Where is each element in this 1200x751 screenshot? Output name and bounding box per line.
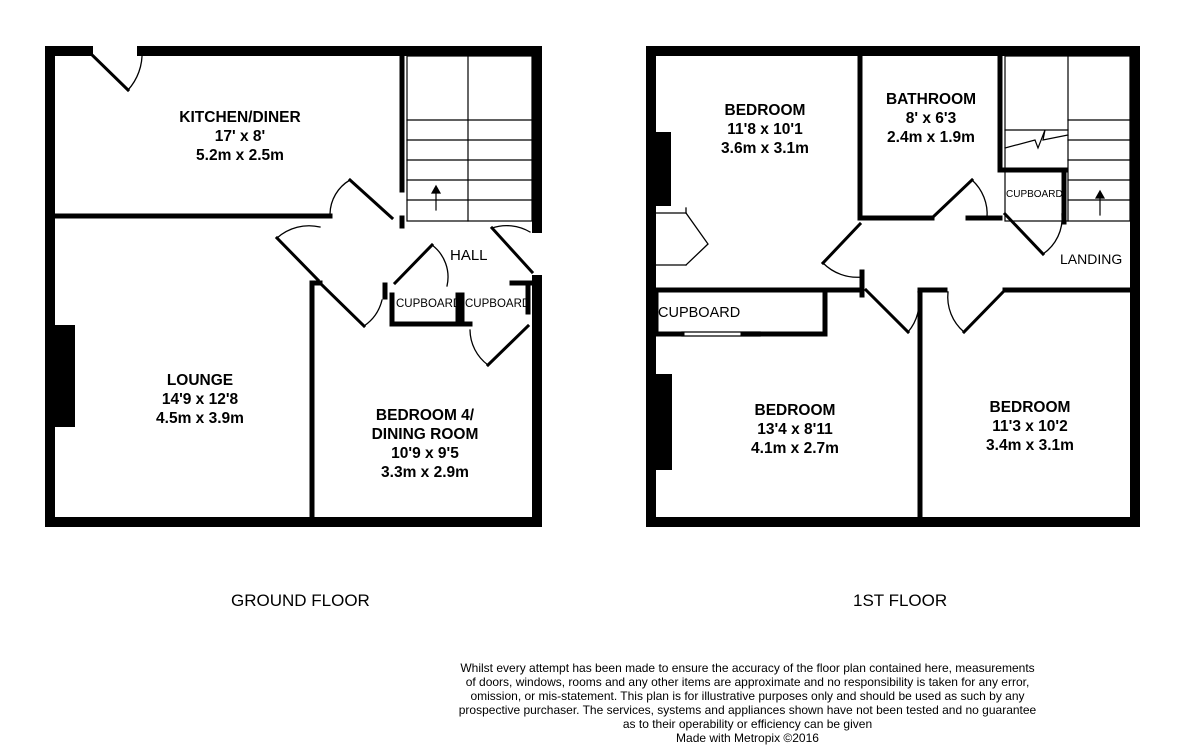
bedroom-4-metric: 3.3m x 2.9m — [381, 464, 469, 481]
disclaimer-line: as to their operability or efficiency can be given — [622, 717, 873, 731]
cupboard-label: CUPBOARD — [1006, 189, 1063, 200]
bedroom-name: BEDROOM — [989, 399, 1071, 416]
kitchen-diner-metric: 5.2m x 2.5m — [196, 147, 284, 164]
lounge-label — [120, 371, 280, 428]
bathroom-imperial: 8' x 6'3 — [905, 110, 957, 127]
lounge-imperial: 14'9 x 12'8 — [161, 391, 239, 408]
ground-floor-title: GROUND FLOOR — [231, 591, 370, 610]
bedroom-label — [720, 401, 870, 458]
hall-label: HALL — [450, 247, 488, 264]
disclaimer-line: of doors, windows, rooms and any other items are approximate and no responsibility is taken for any error, — [465, 675, 1030, 689]
disclaimer-line: prospective purchaser. The services, systems and appliances shown have not been tested and no guarantee — [458, 703, 1037, 717]
second-bedroom-chimney-breast — [656, 374, 672, 470]
landing-label: LANDING — [1060, 251, 1123, 267]
cupboard-label: CUPBOARD — [658, 305, 741, 321]
dining-room-name: DINING ROOM — [371, 426, 479, 443]
bedroom-imperial: 11'8 x 10'1 — [727, 121, 803, 138]
bedroom-4-imperial: 10'9 x 9'5 — [391, 445, 459, 462]
bedroom-name: BEDROOM — [754, 402, 836, 419]
kitchen-diner-name: KITCHEN/DINER — [179, 109, 301, 126]
credit-line: Made with Metropix ©2016 — [676, 731, 819, 745]
lounge-chimney-breast — [53, 325, 75, 427]
bedroom-label — [955, 398, 1105, 455]
bedroom-imperial: 11'3 x 10'2 — [992, 418, 1068, 435]
bedroom-metric: 3.4m x 3.1m — [986, 437, 1074, 454]
first-floor-title: 1ST FLOOR — [853, 591, 948, 610]
ground-floor-staircase — [407, 56, 532, 221]
first-bedroom-chimney-breast — [656, 132, 671, 206]
bedroom-label — [690, 101, 840, 158]
kitchen-diner-label — [160, 108, 320, 165]
cupboard-label: CUPBOARD — [465, 298, 531, 310]
bedroom-imperial: 13'4 x 8'11 — [757, 421, 833, 438]
bedroom-4-dining-room-label — [340, 406, 510, 482]
bedroom-metric: 3.6m x 3.1m — [721, 140, 809, 157]
lounge-name: LOUNGE — [166, 372, 234, 389]
disclaimer — [420, 661, 1075, 745]
bathroom-metric: 2.4m x 1.9m — [887, 129, 975, 146]
bathroom-label — [862, 90, 1000, 147]
bathroom-name: BATHROOM — [885, 91, 977, 108]
bedroom-metric: 4.1m x 2.7m — [751, 440, 839, 457]
disclaimer-line: Whilst every attempt has been made to ensure the accuracy of the floor plan contained here, measurements — [460, 661, 1035, 675]
bedroom-4-name: BEDROOM 4/ — [375, 407, 475, 424]
bedroom-name: BEDROOM — [724, 102, 806, 119]
cupboard-label: CUPBOARD — [396, 298, 462, 310]
kitchen-diner-imperial: 17' x 8' — [214, 128, 266, 145]
lounge-metric: 4.5m x 3.9m — [156, 410, 244, 427]
disclaimer-line: omission, or mis-statement. This plan is for illustrative purposes only and should be used as such by any — [470, 689, 1025, 703]
